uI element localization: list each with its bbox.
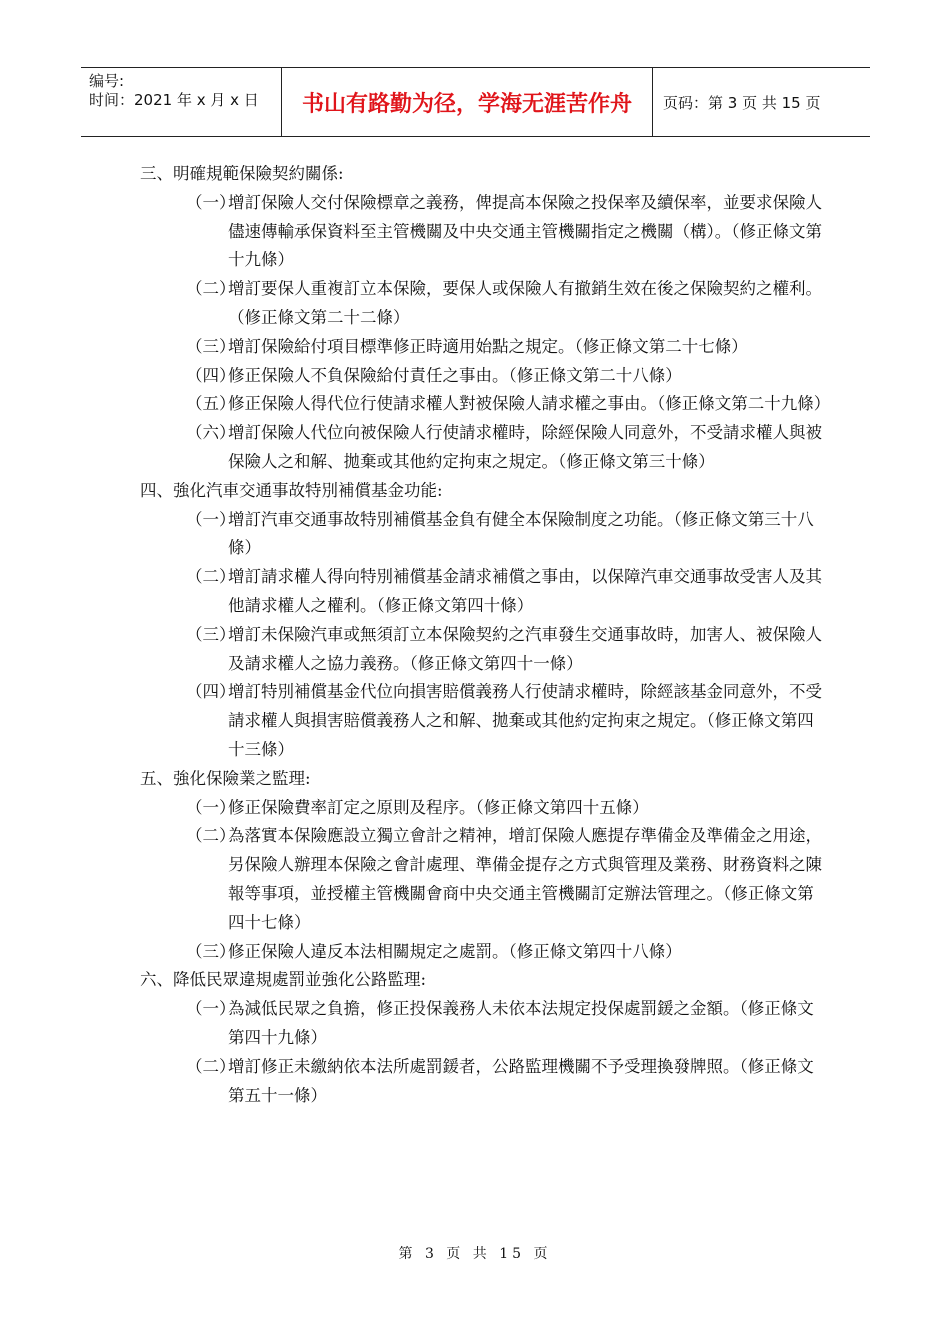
item-text: 增訂保險人交付保險標章之義務，俾提高本保險之投保率及續保率，並要求保險人儘速傳輸承保資料至主管機關及中央交通主管機關指定之機關（構）。（修正條文第十九條）: [228, 192, 822, 270]
section-title: 四、強化汽車交通事故特別補償基金功能:: [140, 480, 443, 500]
list-item: [140, 678, 830, 764]
item-number: （三）: [186, 624, 236, 644]
item-text: 增訂保險給付項目標準修正時適用始點之規定。（修正條文第二十七條）: [228, 336, 748, 356]
list-item: [140, 506, 830, 564]
item-number: （一）: [186, 797, 236, 817]
section: [140, 765, 830, 967]
item-number: （一）: [186, 509, 236, 529]
item-number: （三）: [186, 941, 236, 961]
list-item: [140, 794, 830, 823]
item-number: （二）: [186, 1056, 236, 1076]
item-number: （二）: [186, 826, 236, 846]
header-page-label: 页码：第 3 页 共 15 页: [663, 93, 821, 112]
item-number: （二）: [186, 567, 236, 587]
list-item: [140, 333, 830, 362]
item-text: 增訂要保人重複訂立本保險，要保人或保險人有撤銷生效在後之保險契約之權利。（修正條文第二十二條）: [228, 279, 822, 327]
item-text: 為減低民眾之負擔，修正投保義務人未依本法規定投保處罰鍰之金額。（修正條文第四十九條）: [228, 999, 814, 1047]
list-item: [140, 822, 830, 937]
item-text: 修正保險費率訂定之原則及程序。（修正條文第四十五條）: [228, 797, 649, 817]
section-title: 六、降低民眾違規處罰並強化公路監理:: [140, 970, 427, 990]
section: [140, 477, 830, 765]
section-title: 三、明確規範保險契約關係:: [140, 164, 344, 183]
header-motto: 书山有路勤为径，学海无涯苦作舟: [281, 68, 653, 136]
list-item: [140, 563, 830, 621]
list-item: [140, 995, 830, 1053]
item-number: （一）: [186, 192, 236, 212]
item-text: 增訂汽車交通事故特別補償基金負有健全本保險制度之功能。（修正條文第三十八條）: [228, 509, 814, 558]
item-text: 增訂修正未繳納依本法所處罰鍰者，公路監理機關不予受理換發牌照。（修正條文第五十一條）: [228, 1056, 814, 1105]
list-item: [140, 1053, 830, 1111]
list-item: [140, 621, 830, 679]
item-text: 增訂請求權人得向特別補償基金請求補償之事由，以保障汽車交通事故受害人及其他請求權人之權利。（修正條文第四十條）: [228, 567, 822, 615]
item-text: 為落實本保險應設立獨立會計之精神，增訂保險人應提存準備金及準備金之用途，另保險人辦理本保險之會計處理、準備金提存之方式與管理及業務、財務資料之陳報等事項，並授權主管機關會商中央交通主管機關訂定辦法管理之。（修正條文第四十七條）: [228, 826, 822, 932]
list-item: [140, 275, 830, 333]
page-footer: 第 3 页 共 15 页: [398, 1246, 552, 1262]
item-text: 增訂未保險汽車或無須訂立本保險契約之汽車發生交通事故時，加害人、被保險人及請求權人之協力義務。（修正條文第四十一條）: [228, 624, 822, 673]
section: [140, 966, 830, 1110]
section-title: 五、強化保險業之監理:: [140, 768, 311, 788]
page-header: [81, 67, 870, 137]
list-item: [140, 362, 830, 391]
item-number: （四）: [186, 365, 236, 385]
item-text: 增訂保險人代位向被保險人行使請求權時，除經保險人同意外，不受請求權人與被保險人之和解、拋棄或其他約定拘束之規定。（修正條文第三十條）: [228, 423, 822, 471]
document-body: [140, 160, 830, 1110]
section: [140, 160, 830, 477]
item-text: 修正保險人得代位行使請求權人對被保險人請求權之事由。（修正條文第二十九條）: [228, 394, 831, 414]
item-number: （二）: [186, 279, 236, 299]
time-label: 时间：2021 年 x 月 x 日: [89, 91, 259, 109]
item-text: 增訂特別補償基金代位向損害賠償義務人行使請求權時，除經該基金同意外，不受請求權人與損害賠償義務人之和解、拋棄或其他約定拘束之規定。（修正條文第四十三條）: [228, 682, 822, 759]
item-number: （三）: [186, 336, 236, 356]
item-text: 修正保險人違反本法相關規定之處罰。（修正條文第四十八條）: [228, 941, 682, 961]
header-meta: [81, 68, 281, 136]
item-text: 修正保險人不負保險給付責任之事由。（修正條文第二十八條）: [228, 365, 682, 385]
number-label: 编号:: [89, 72, 125, 90]
list-item: [140, 189, 830, 275]
item-number: （五）: [186, 394, 236, 414]
item-number: （四）: [186, 682, 236, 702]
item-number: （一）: [186, 999, 236, 1019]
list-item: [140, 938, 830, 967]
list-item: [140, 419, 830, 477]
item-number: （六）: [186, 423, 236, 443]
list-item: [140, 390, 830, 419]
